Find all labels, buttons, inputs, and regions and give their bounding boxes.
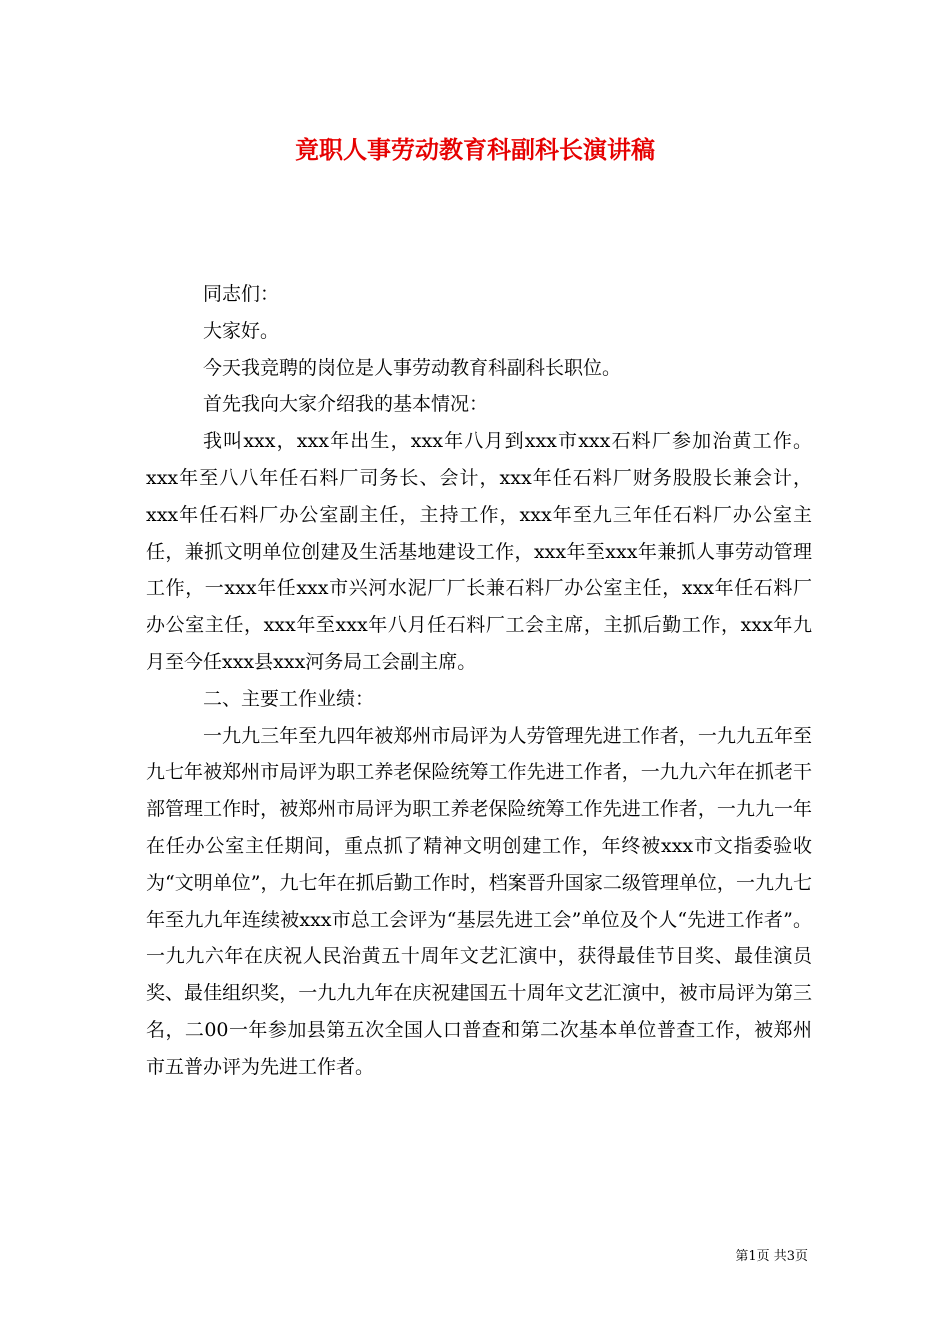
document-body (146, 276, 812, 1086)
page-number: 第1页 共3页 (735, 1249, 808, 1264)
paragraph: 一九九三年至九四年被郑州市局评为人劳管理先进工作者，一九九五年至九七年被郑州市局评为职工养老保险统筹工作先进工作者，一九九六年在抓老干部管理工作时，被郑州市局评为职工养老保险统筹工作先进工作者，一九九一年在任办公室主任期间，重点抓了精神文明创建工作，年终被xxx市文指委验收为“文明单位”，九七年在抓后勤工作时，档案晋升国家二级管理单位，一九九七年至九九年连续被xxx市总工会评为“基层先进工会”单位及个人“先进工作者”。一九九六年在庆祝人民治黄五十周年文艺汇演中，获得最佳节目奖、最佳演员奖、最佳组织奖，一九九九年在庆祝建国五十周年文艺汇演中，被市局评为第三名，二00一年参加县第五次全国人口普查和第二次基本单位普查工作，被郑州市五普办评为先进工作者。 (146, 724, 812, 1078)
paragraph: 同志们： (203, 283, 280, 305)
paragraph: 首先我向大家介绍我的基本情况： (203, 393, 489, 416)
paragraph: 大家好。 (203, 319, 280, 342)
document-title: 竟职人事劳动教育科副科长演讲稿 (295, 135, 655, 164)
paragraph: 今天我竞聘的岗位是人事劳动教育科副科长职位。 (203, 356, 622, 379)
paragraph: 二、主要工作业绩： (203, 687, 375, 710)
paragraph: 我叫xxx，xxx年出生，xxx年八月到xxx市xxx石料厂参加治黄工作。xxx年至八八年任石料厂司务长、会计，xxx年任石料厂财务股股长兼会计，xxx年任石料厂办公室副主任，主持工作，xxx年至九三年任石料厂办公室主任，兼抓文明单位创建及生活基地建设工作，xxx年至xxx年兼抓人事劳动管理工作，一xxx年任xxx市兴河水泥厂厂长兼石料厂办公室主任，xxx年任石料厂办公室主任，xxx年至xxx年八月任石料厂工会主席，主抓后勤工作，xxx年九月至今任xxx县xxx河务局工会副主席。 (146, 430, 812, 673)
